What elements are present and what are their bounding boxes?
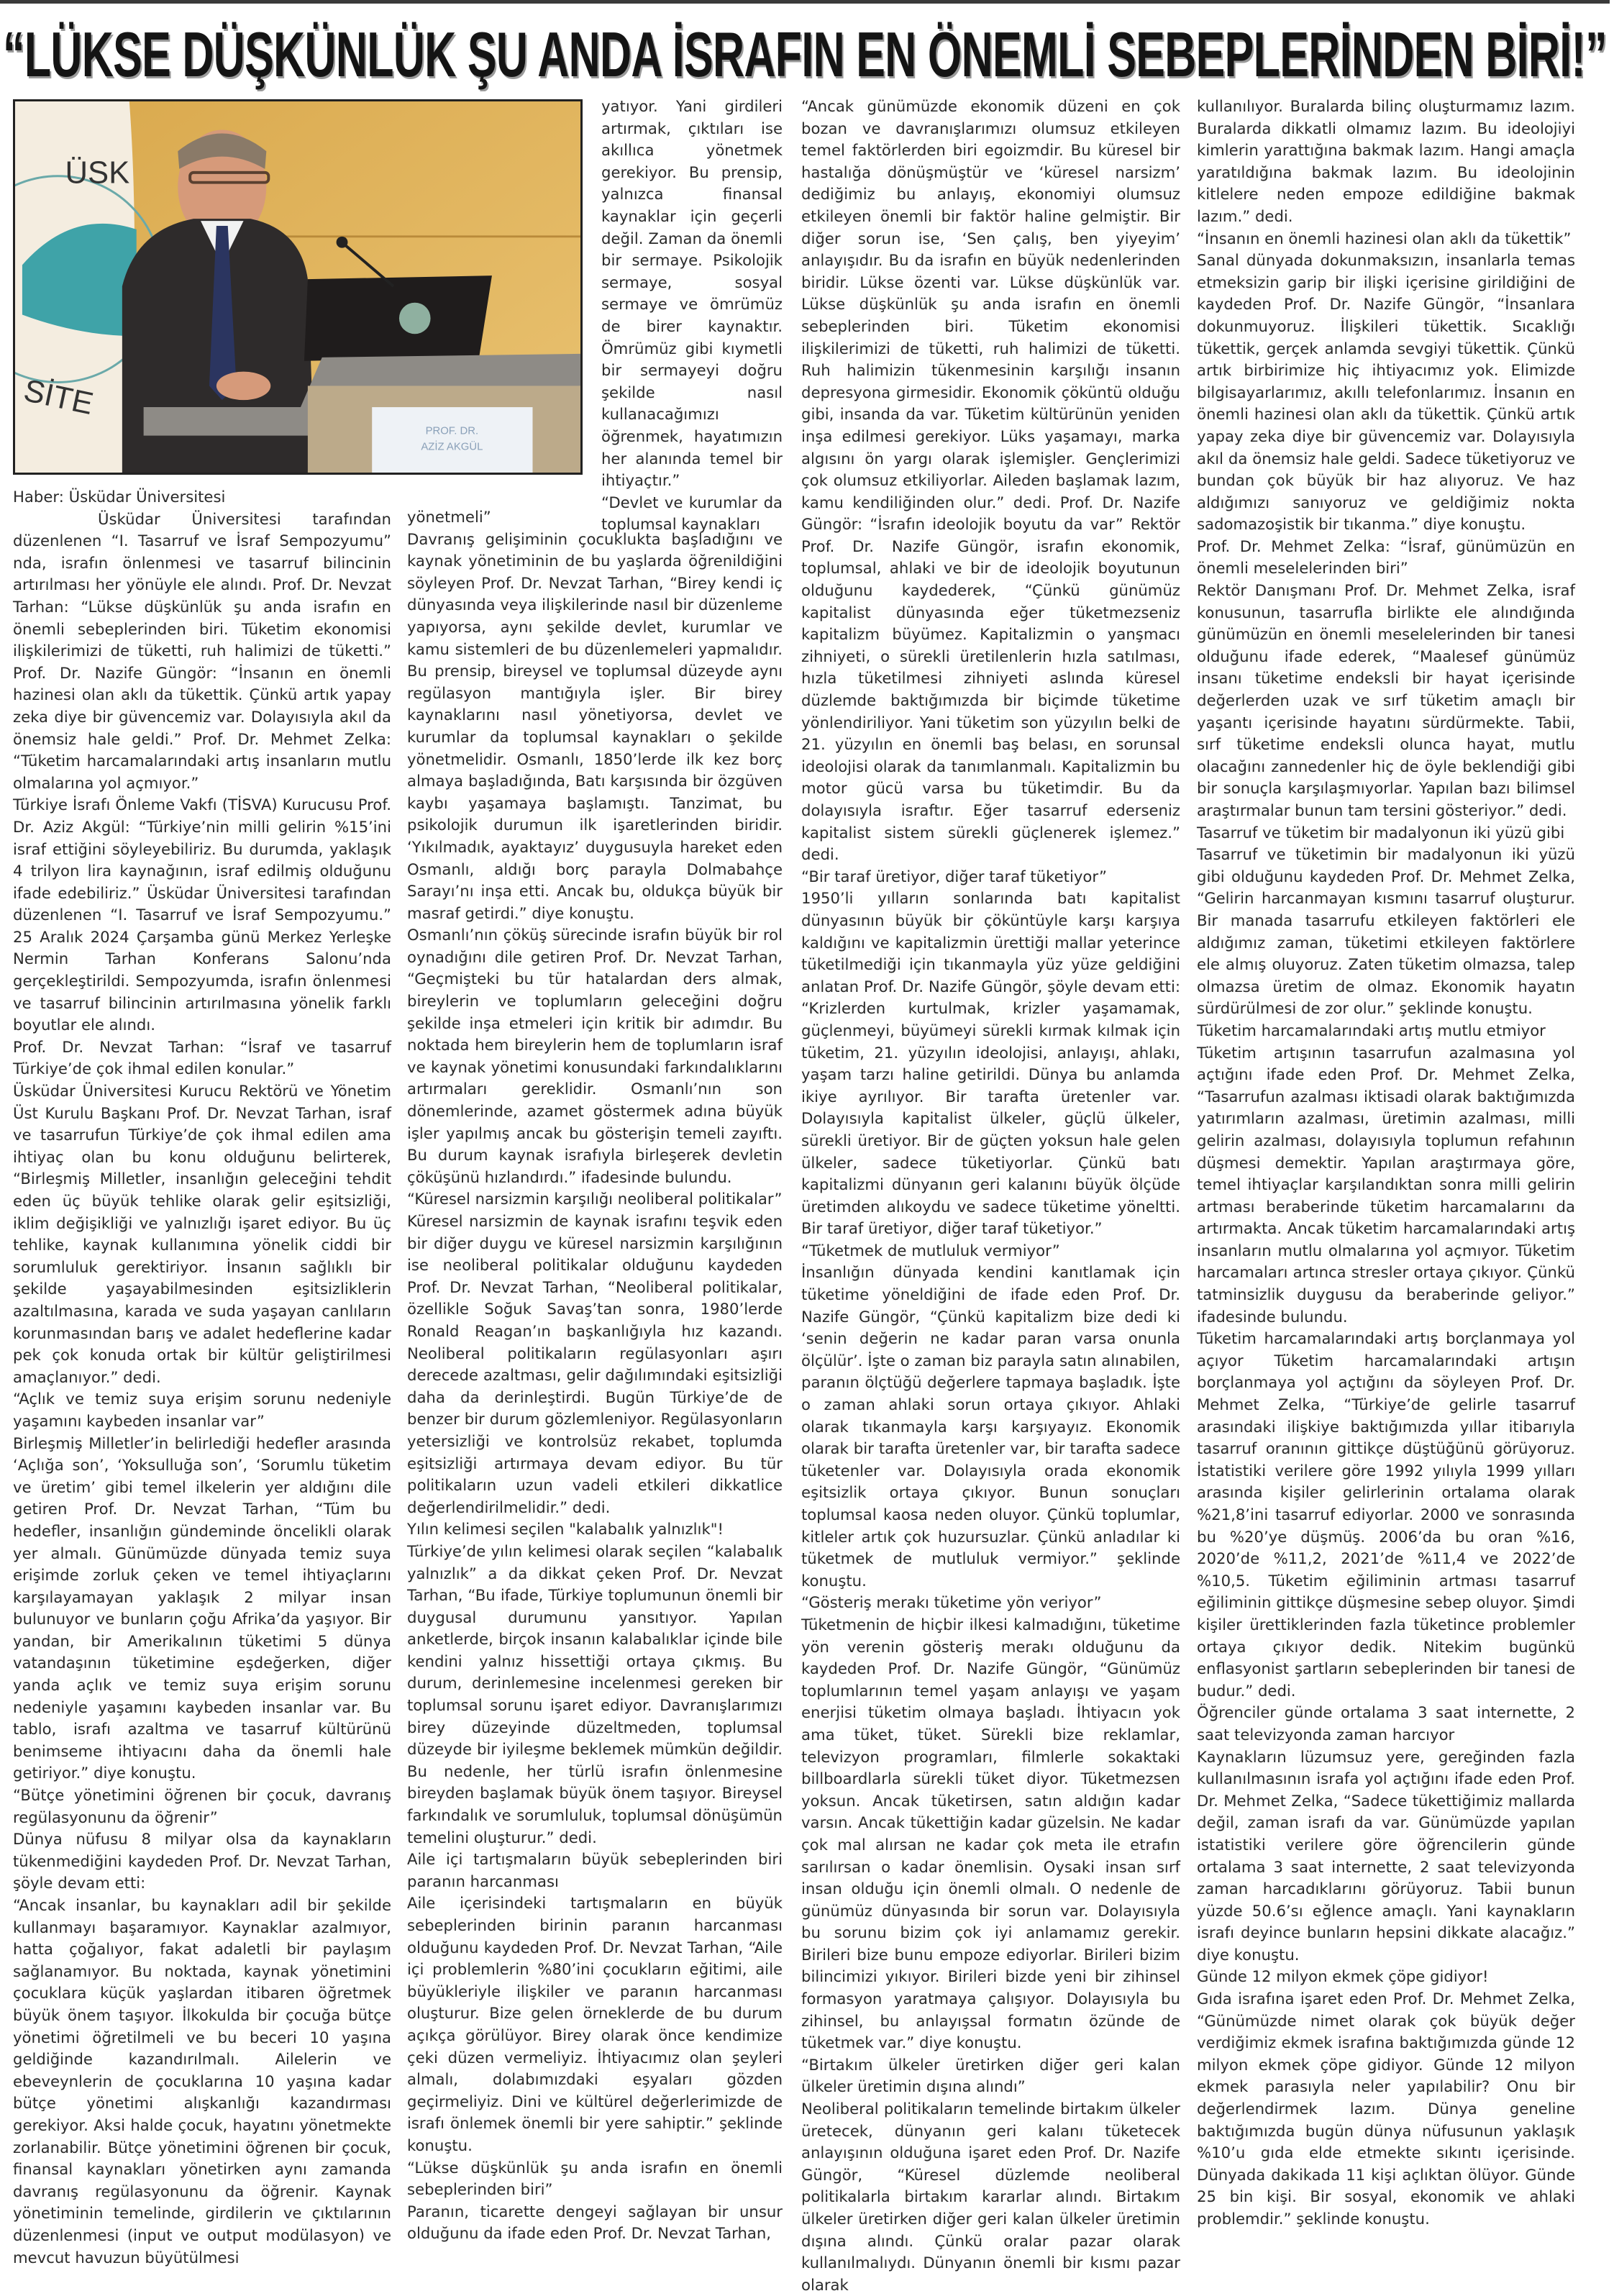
- article-photo: [13, 99, 583, 475]
- podium-text-line1: PROF. DR.: [425, 425, 479, 437]
- top-rule: [0, 0, 1610, 4]
- paragraph: 1950’li yılların sonlarında batı kapitalist dünyasının büyük bir çöküntüyle karşı karşıya kaldığını ve kapitalizmin ürettiği mallar yeterince tüketilmediği için tıkanmayla yüz yüze geldiğini anlatan Prof. Dr. Nazife Güngör, şöyle devam etti: “Krizlerden kurtulmak, krizler yaşamamak, güçlenmeyi, büyümeyi sürekli kırmak kılmak için tüketim, 21. yüzyılın ideolojisi, anlayışı, ahlakı, yaşam tarzı haline getirildi. Dünya bu anlamda ikiye ayrılıyor. Bir tarafta üretenler var. Dolayısıyla kapitalist ülkeler, güçlü ülkeler, sürekli üretiyor. Bir de güçten yoksun hale gelen ülkeler, sadece tüketiyorlar. Çünkü batı kapitalizmi dünyanın geri kalanını büyük ölçüde üretimden alıkoydu ve sadece tüketime yöneltti. Bir taraf üretiyor, diğer taraf tüketiyor.”: [801, 889, 1180, 1238]
- subheading: “Bir taraf üretiyor, diğer taraf tüketiyor”: [801, 867, 1107, 885]
- article-column-4: [1197, 96, 1575, 2231]
- paragraph: Birleşmiş Milletler’in belirlediği hedefler arasında ‘Açlığa son’, ‘Yoksulluğa son’, ‘Sorumlu tüketim ve üretim’ gibi temel ilkelerin yer aldığını dile getiren Prof. Dr. Nevzat Tarhan, “Tüm bu hedefler, insanlığın gündeminde öncelikli olarak yer almalı. Günümüzde dünyada temiz suya erişimde zorluk çeken ve temel ihtiyaçlarını karşılayamayan yaklaşık 2 milyar insan bulunuyor ve bunların çoğu Afrika’da yaşıyor. Bir yandan, bir Amerikalının tüketimi 5 dünya vatandaşının tüketimine eşdeğerken, diğer yanda açlık ve temiz suya erişim sorunu nedeniyle yaşamını kaybeden insanlar var. Bu tablo, israfı azaltma ve tasarruf kültürünü benimseme ihtiyacını daha da önemli hale getiriyor.” diye konuştu.: [13, 1434, 391, 1782]
- paragraph: Üsküdar Üniversitesi Kurucu Rektörü ve Yönetim Üst Kurulu Başkanı Prof. Dr. Nevzat Tarhan, israf ve tasarrufun Türkiye’de çok ihmal edilen ama ihtiyaç olan bu konu olduğunu belirterek, “Birleşmiş Milletler, insanlığın geleceğini tehdit eden üç büyük tehlike olarak gelir eşitsizliği, iklim değişikliği ve yalnızlığı işaret ediyor. Bu üç tehlike, kaynak kullanımına yönelik ciddi bir sorumluluk gerektiriyor. İnsanın sağlıklı bir şekilde yaşayabilmesinden eşitsizliklerin azaltılmasına, karada ve suda yaşayan canlıların korunmasından barış ve adalet hedeflerine kadar pek çok konuda ortak bir kültür geliştirilmesi amaçlanıyor.” dedi.: [13, 1082, 391, 1386]
- subheading: Tasarruf ve tüketim bir madalyonun iki yüzü gibi: [1197, 823, 1565, 842]
- subheading: “İnsanın en önemli hazinesi olan aklı da tükettik”: [1197, 229, 1572, 247]
- paragraph: Küresel narsizmin de kaynak israfını teşvik eden bir diğer duygu ve küresel narsizmin karşılığının ise neoliberal politikalar olduğunu kaydeden Prof. Dr. Nevzat Tarhan, “Neoliberal politikalar, özellikle Soğuk Savaş’tan sonra, 1980’lerde Ronald Reagan’ın başkanlığıyla hız kazandı. Neoliberal politikaların regülasyonları aşırı derecede azaltması, gelir dağılımındaki eşitsizliği daha da derinleştirdi. Bugün Türkiye’de de benzer bir durum gözlemleniyor. Regülasyonların yetersizliği ve kontrolsüz rekabet, toplumda eşitsizliği artırmaya devam ediyor. Bu tür politikaların uzun vadeli etkileri dikkatlice değerlendirilmelidir.” dedi.: [407, 1212, 783, 1516]
- paragraph: Tüketim artışının tasarrufun azalmasına yol açtığını ifade eden Prof. Dr. Mehmet Zelka, “Tasarrufun azalması iktisadi olarak baktığımızda yatırımların azalması, üretimin azalması, milli gelirin azalması, dolayısıyla toplumun refahının düşmesi demektir. Yapılan araştırmaya göre, temel ihtiyaçlar karşılandıktan sonra milli gelirin artması beraberinde tüketim harcamalarını da artırmakta. Ancak tüketim harcamalarındaki artış insanların mutlu olmalarına yol açmıyor. Tüketim harcamaları artınca stresler ortaya çıkıyor. Çünkü tatminsizlik duygusu da beraberinde geliyor.” ifadesinde bulundu.: [1197, 1043, 1575, 1326]
- subheading: “Devlet ve kurumlar da toplumsal kaynakları: [601, 493, 783, 534]
- subheading: yönetmeli”: [407, 508, 491, 526]
- subheading: Tüketim harcamalarındaki artış mutlu etmiyor: [1197, 1021, 1546, 1039]
- paragraph: Sanal dünyada dokunmaksızın, insanlarla temas etmeksizin garip bir ilişki içerisine girildiğini de kaydeden Prof. Dr. Nazife Güngör, “İnsanlara dokunmuyoruz. İlişkileri tükettik. Sıcaklığı tükettik, gerçek anlamda sevgiyi tükettik. Çünkü artık birbirimize hiç ihtiyacımız yok. Elimizde bilgisayarlarımız, akıllı telefonlarımız. İnsanın en önemli hazinesi olan aklı da tükettik. Çünkü artık yapay zeka diye bir güvencemiz var. Dolayısıyla akıl da önemsiz hale geldi. Sadece tüketiyoruz ve bundan çok büyük bir haz alıyoruz. Ve haz aldığımızı sanıyoruz ve geldiğimiz nokta sadomazoşistik bir tıkanma.” diye konuştu.: [1197, 251, 1575, 534]
- byline: Haber: Üsküdar Üniversitesi: [13, 488, 226, 506]
- article-column-2-top: [601, 96, 783, 536]
- article-column-1: [13, 486, 391, 2269]
- article-column-2: [407, 506, 783, 2245]
- subheading: “Açlık ve temiz suya erişim sorunu nedeniyle yaşamını kaybeden insanlar var”: [13, 1390, 391, 1430]
- paragraph: Davranış gelişiminin çocuklukta başladığını ve kaynak yönetiminin de bu yaşlarda öğrenildiğini söyleyen Prof. Dr. Nevzat Tarhan, “Birey kendi iç dünyasında veya ilişkilerinde nasıl bir düzenleme yapıyorsa, aynı şekilde devlet, kurumlar ve kamu sistemleri de bu düzenlemeleri yapmalıdır. Bu prensip, bireysel ve toplumsal düzeyde aynı regülasyon mantığıyla işler. Bir birey kaynaklarını nasıl yönetiyorsa, devlet ve kurumlar da toplumsal kaynakları o şekilde yönetmelidir. Osmanlı, 1850’lerde ilk kez borç almaya başladığında, Batı karşısında bir özgüven kaybı yaşamaya başlamıştı. Tanzimat, bu psikolojik durumun ilk işaretlerinden biridir. ‘Yıkılmadık, ayaktayız’ duygusuyla hareket eden Osmanlı, aldığı borç parayla Dolmabahçe Sarayı’nı inşa etti. Ancak bu, oldukça büyük bir masraf getirdi.” diye konuştu.: [407, 529, 783, 922]
- subheading: Prof. Dr. Mehmet Zelka: “İsraf, günümüzün en önemli meselelerinden biri”: [1197, 537, 1575, 578]
- subheading: Yılın kelimesi seçilen "kalabalık yalnızlık"!: [407, 1520, 724, 1539]
- flag-text-top: ÜSK: [65, 155, 130, 191]
- paragraph: Gıda israfına işaret eden Prof. Dr. Mehmet Zelka, “Günümüzde nimet olarak çok büyük değer verdiğimiz ekmek israfına baktığımızda günde 12 milyon ekmek çöpe gidiyor. Günde 12 milyon ekmek parasıyla neler yapılabilir? Onu bir değerlendirmek lazım. Dünya geneline baktığımızda bugün dünya nüfusunun yaklaşık %10’u gıda elde etmekte sıkıntı içerisinde. Dünyada dakikada 11 kişi açlıktan ölüyor. Günde 25 bin kişi. Bir sosyal, ekonomik ve ahlaki problemdir.” şeklinde konuştu.: [1197, 1990, 1575, 2228]
- paragraph: Paranın, ticarette dengeyi sağlayan bir unsur olduğunu da ifade eden Prof. Dr. Nevzat Tarhan,: [407, 2202, 783, 2243]
- paragraph: “Ancak günümüzde ekonomik düzeni en çok bozan ve davranışlarımızı olumsuz etkileyen temel faktörlerden biri egoizmdir. Bu küresel bir hastalığa dönüşmüştür ve ‘küresel narsizm’ dediğimiz bu anlayış, ekonomiyi olumsuz etkileyen önemli bir faktör haline gelmiştir. Bir diğer sorun ise, ‘Sen çalış, ben yiyeyim’ anlayışıdır. Bu da israfın en büyük nedenlerinden biridir. Lükse özenti var. Lükse düşkünlük var. Lükse düşkünlük şu anda israfın en önemli sebeplerinden biri. Tüketim ekonomisi ilişkilerimizi de tüketti, ruh halimizi de tüketti. Ruh halimizin tükenmesinin karşılığı insanın depresyona girmesidir. Ekonomik çöküntü olduğu gibi, insanda da var. Tüketim kültürünün yeniden inşa edilmesi gerekiyor. Lüks yaşamayı, marka algısını ön yargı olarak işlemişler. Gençlerimizi çok olumsuz etkiliyorlar. Aileden başlamak lazım, kamu kendiliğinden olur.” dedi. Prof. Dr. Nazife Güngör: “İsrafın ideolojik boyutu da var” Rektör Prof. Dr. Nazife Güngör, israfın ekonomik, toplumsal, ahlaki ve bir de ideolojik boyutunun olduğunu kaydederek, “Çünkü günümüz kapitalist dünyasında eğer tüketmezseniz kapitalizm büyümez. Kapitalizmin o yanşmacı zihniyeti, o sürekli üretilenlerin hızla satılması, hızla tüketilmesi zihniyeti aslında küresel düzlemde baktığımızda bir biçimde tüketime yönlendiriliyor. Yani tüketim son yüzyılın belki de 21. yüzyılın en önemli baş belası, en sorunsal ideolojisi olarak da tanımlanmalı. Kapitalizmin bu motor gücü varsa bu tüketimdir. Bu da dolayısıyla israftır. Eğer tasarruf ederseniz kapitalist sistem sürekli güçlenerek işlemez.” dedi.: [801, 97, 1180, 864]
- paragraph: Üsküdar Üniversitesi tarafından düzenlenen “I. Tasarruf ve İsraf Sempozyumu” nda, israfın önlenmesi ve tasarruf bilincinin artırılması her yönüyle ele alındı. Prof. Dr. Nevzat Tarhan: “Lükse düşkünlük şu anda israfın en önemli sebeplerinden biri. Tüketim ekonomisi ilişkilerimizi de tüketti, ruh halimizi de tüketti.” Prof. Dr. Nazife Güngör: “İnsanın en önemli hazinesi olan aklı da tükettik. Çünkü artık yapay zeka diye bir güvencemiz var. Dolayısıyla akıl da önemsiz hale geldi.” Prof. Dr. Mehmet Zelka: “Tüketim harcamalarındaki artış insanların mutlu olmalarına yol açmıyor.”: [13, 509, 391, 792]
- paragraph: Rektör Danışmanı Prof. Dr. Mehmet Zelka, israf konusunun, tasarrufla birlikte ele alındığında günümüzün en önemli meselelerinden bir tanesi olduğunu ifade ederek, “Maalesef günümüz insanı tüketime endeksli bir hayat içerisinde değerlerden uzak ve sırf tüketim amaçlı bir yaşantı içerisinde hayatını sürdürmekte. Tabii, sırf tüketime endeksli olunca hayat, mutlu olacağını zannedenler hiç de öyle beklendiği gibi bir sonuçla karşılaşmıyorlar. Yapılan bazı bilimsel araştırmalar bunun tam tersini gösteriyor.” dedi.: [1197, 581, 1575, 819]
- article-column-3: [801, 96, 1180, 2296]
- paragraph: Osmanlı’nın çöküş sürecinde israfın büyük bir rol oynadığını dile getiren Prof. Dr. Nevzat Tarhan, “Geçmişteki bu tür hatalardan ders almak, bireylerin ve toplumların geleceğini doğru şekilde inşa etmeleri için kritik bir adımdır. Bu noktada hem bireylerin hem de toplumların israf ve kaynak yönetimi konusundaki farkındalıklarını artırmaları gereklidir. Osmanlı’nın son dönemlerinde, azamet göstermek adına büyük işler yapılmış ancak bu gösterişin temeli zayıftı. Bu durum kaynak israfıyla birleşerek devletin çöküşünü hızlandırdı.” ifadesinde bulundu.: [407, 926, 783, 1186]
- subheading: Öğrenciler günde ortalama 3 saat internette, 2 saat televizyonda zaman harcıyor: [1197, 1703, 1575, 1744]
- subheading: “Birtakım ülkeler üretirken diğer geri kalan ülkeler üretimin dışına alındı”: [801, 2055, 1180, 2096]
- speaker-at-podium-photo-icon: [15, 101, 580, 473]
- paragraph: Kaynakların lüzumsuz yere, gereğinden fazla kullanılmasının israfa yol açtığını ifade eden Prof. Dr. Mehmet Zelka, “Sadece tükettiğimiz mallarda değil, zaman israfı da var. Günümüzde yapılan istatistiki verilere göre öğrencilerin günde ortalama 3 saat internette, 2 saat televizyonda zaman harcadıklarını görüyoruz. Tabii bunun yüzde 50.6’sı eğlence amaçlı. Yani kaynakların israfı deyince bunların hepsini dikkate alacağız.” diye konuştu.: [1197, 1747, 1575, 1964]
- paragraph: Neoliberal politikaların temelinde birtakım ülkeler üretecek, dünyanın geri kalanı tüketecek anlayışının olduğuna işaret eden Prof. Dr. Nazife Güngör, “Küresel düzlemde neoliberal politikalarla birtakım kararlar alındı. Birtakım ülkeler üretirken diğer geri kalan ülkeler üretimin dışına alındı. Çünkü oralar pazar olarak kullanılmalıydı. Dünyanın önemli bir kısmı pazar olarak: [801, 2100, 1180, 2294]
- subheading: “Gösteriş merakı tüketime yön veriyor”: [801, 1593, 1102, 1612]
- subheading: “Bütçe yönetimini öğrenen bir çocuk, davranış regülasyonunu da öğrenir”: [13, 1786, 391, 1826]
- article-headline: “LÜKSE DÜŞKÜNLÜK ŞU ANDA İSRAFIN EN ÖNEMLİ SEBEPLERİNDEN BİRİ!”: [3, 19, 1607, 90]
- paragraph: yatıyor. Yani girdileri artırmak, çıktıları ise akıllıca yönetmek gerekiyor. Bu prensip, yalnızca finansal kaynaklar için geçerli değil. Zaman da önemli bir sermaye. Psikolojik sermaye, sosyal sermaye ve ömrümüz de birer kaynaktır. Ömrümüz gibi kıymetli bir sermayeyi doğru şekilde nasıl kullanacağımızı öğrenmek, hayatımızın her alanında temel bir ihtiyaçtır.”: [601, 97, 783, 490]
- paragraph: Türkiye İsrafı Önleme Vakfı (TİSVA) Kurucusu Prof. Dr. Aziz Akgül: “Türkiye’nin milli gelirin %15’ini israf ettiğini söyleyebiliriz. Bu durumda, yaklaşık 4 trilyon lira kaynağının, israf edilmiş olduğunu ifade edebiliriz.” Üsküdar Üniversitesi tarafından düzenlenen “I. Tasarruf ve İsraf Sempozyumu.” 25 Aralık 2024 Çarşamba günü Merkez Yerleşke Nermin Tarhan Konferans Salonu’nda gerçekleştirildi. Sempozyumda, israfın önlenmesi ve tasarruf bilincinin artırılmasına yönelik farklı boyutlar ele alındı.: [13, 796, 391, 1034]
- paragraph: Tüketmenin de hiçbir ilkesi kalmadığını, tüketime yön verenin gösteriş merakı olduğunu da kaydeden Prof. Dr. Nazife Güngör, “Günümüz toplumlarının temel yaşam anlayışı ve yaşam enerjisi tüketim olmaya başladı. İhtiyacın yok ama tüket, tüket. Sürekli bize reklamlar, televizyon programları, filmlerle sokaktaki billboardlarla sürekli tüket diyor. Tüketmezsen yoksun. Ancak tüketirsen, satın aldığın kadar varsın. Ancak tükettiğin kadar güzelsin. Ne kadar çok mal alırsan ne kadar çok meta ile etrafın sarılırsan o kadar önemlisin. Oysaki insan sırf insan olduğu için önemli olmalı. O nedenle de günümüz dünyasında bir sorun var. Dolayısıyla bu sorunu bizim çok iyi anlamamız gerekir. Birileri bize bunu empoze ediyorlar. Birileri bizim bilincimizi yıkıyor. Birileri bizde yeni bir zihinsel formasyon yaratmaya çalışıyor. Dolayısıyla bu zihinsel, bu anlayışsal formatın özünde de tüketmek var.” diye konuştu.: [801, 1615, 1180, 2052]
- paragraph: “Ancak insanlar, bu kaynakları adil bir şekilde kullanmayı başaramıyor. Kaynaklar azalmıyor, hatta çoğalıyor, fakat adaletli bir paylaşım sağlanamıyor. Bu noktada, kaynak yönetimini çocuklara küçük yaşlardan itibaren öğretmek büyük önem taşıyor. İlkokulda bir çocuğa bütçe yönetimi öğretilmeli ve bu beceri 10 yaşına geldiğinde kazandırılmalı. Ailelerin ve ebeveynlerin de çocuklarına 10 yaşına kadar bütçe yönetimi alışkanlığı kazandırması gerekiyor. Aksi halde çocuk, hayatını yönetmekte zorlanabilir. Bütçe yönetimini öğrenen bir çocuk, finansal kaynakları yönetirken aynı zamanda davranış regülasyonunu da öğrenir. Kaynak yönetiminin temelinde, girdilerin ve çıktılarının düzenlenmesi (input ve output modülasyon) ve mevcut havuzun büyütülmesi: [13, 1896, 391, 2267]
- paragraph: İnsanlığın dünyada kendini kanıtlamak için tüketime yöneldiğini de ifade eden Prof. Dr. Nazife Güngör, “Çünkü kapitalizm bize dedi ki ‘senin değerin ne kadar paran varsa onunla ölçülür’. İşte o zaman biz parayla satın alınabilen, paranın ölçtüğü değerlere tapmaya başladık. İşte o zaman ahlaki sorun ortaya çıkıyor. Ahlaki olarak tıkanmayla karşı karşıyayız. Ekonomik olarak bir tarafta üretenler var, bir tarafta sadece tüketenler var. Dolayısıyla orada ekonomik eşitsizlik ortaya çıkıyor. Bunun sonuçları toplumsal kaosa neden oluyor. Çünkü toplumlar, kitleler artık çok huzursuzlar. Çünkü anladılar ki tüketmek de mutluluk vermiyor.” şeklinde konuştu.: [801, 1263, 1180, 1590]
- subheading: “Küresel narsizmin karşılığı neoliberal politikalar”: [407, 1190, 783, 1208]
- subheading: Günde 12 milyon ekmek çöpe gidiyor!: [1197, 1967, 1489, 1986]
- podium-text-line2: AZİZ AKGÜL: [421, 441, 483, 453]
- paragraph: Aile içerisindeki tartışmaların en büyük sebeplerinden birinin paranın harcanması olduğunu kaydeden Prof. Dr. Nevzat Tarhan, “Aile içi problemlerin %80’ini çocukların eğitimi, aile büyükleriyle ilişkiler ve paranın harcanması oluşturur. Bize gelen örneklerde de bu durum açıkça görülüyor. Birey olarak önce kendimize çeki düzen vermeliyiz. İhtiyacımız olan şeyleri almalı, dolabımızdaki eşyaları gözden geçirmeliyiz. Dini ve kültürel değerlerimizde de israfı önlemek önemli bir yere sahiptir.” şeklinde konuştu.: [407, 1894, 783, 2154]
- flag-text-bottom: SİTE: [20, 373, 96, 422]
- paragraph: Türkiye’de yılın kelimesi olarak seçilen “kalabalık yalnızlık” a da dikkat çeken Prof. Dr. Nevzat Tarhan, “Bu ifade, Türkiye toplumunun önemli bir duygusal durumunu yansıtıyor. Yapılan anketlerde, birçok insanın kalabalıklar içinde bile kendini yalnız hissettiği ortaya çıkmış. Bu durum, derinlemesine incelenmesi gereken bir toplumsal sorunu işaret ediyor. Davranışlarımızı birey düzeyinde düzeltmeden, toplumsal düzeyde bir iyileşme beklemek mümkün değildir. Bu nedenle, her türlü israfın önlenmesine bireyden başlamak büyük önem taşıyor. Bireysel farkındalık ve sorumluluk, toplumsal dönüşümün temelini oluşturur.” dedi.: [407, 1541, 783, 1846]
- subheading: Prof. Dr. Nevzat Tarhan: “İsraf ve tasarruf Türkiye’de çok ihmal edilen konular.”: [13, 1037, 391, 1078]
- subheading: “Lükse düşkünlük şu anda israfın en önemli sebeplerinden biri”: [407, 2158, 783, 2199]
- paragraph: Tüketim harcamalarındaki artış borçlanmaya yol açıyor Tüketim harcamalarındaki artışın borçlanmaya yol açtığını da söyleyen Prof. Dr. Mehmet Zelka, “Türkiye’de gelirle tasarruf arasındaki ilişkiye baktığımızda yıllar itibarıyla tasarruf oranının gittikçe düştüğünü görüyoruz. İstatistiki verilere göre 1992 yılıyla 1999 yılları arasında kişiler gelirlerinin ortalama olarak %21,8’ini tasarruf ediyorlar. 2000 ve sonrasında bu %20’ye düşmüş. 2006’da bu oran %16, 2020’de %11,2, 2021’de %11,4 ve 2022’de %10,5. Tüketim eğiliminin artması tasarruf eğiliminin gittikçe düşmesine sebep oluyor. Şimdi kişiler ürettiklerinden fazla tüketince problemler ortaya çıkıyor dedik. Nitekim bugünkü enflasyonist şartların sebeplerinden bir tanesi de budur.” dedi.: [1197, 1329, 1575, 1700]
- paragraph: kullanılıyor. Buralarda bilinç oluşturmamız lazım. Buralarda dikkatli olmamız lazım. Bu ideolojiyi kimlerin yarattığına bakmak lazım. Hangi amaçla yaratıldığına bakmak lazım. Bu ideolojinin kitlelere neden empoze edildiğine bakmak lazım.” dedi.: [1197, 97, 1575, 225]
- subheading: “Tüketmek de mutluluk vermiyor”: [801, 1241, 1060, 1259]
- subheading: Aile içi tartışmaların büyük sebeplerinden biri paranın harcanması: [407, 1850, 783, 1890]
- paragraph: Tasarruf ve tüketimin bir madalyonun iki yüzü gibi olduğunu kaydeden Prof. Dr. Mehmet Zelka, “Gelirin harcanmayan kısmını tasarruf oluşturur. Bir manada tasarrufu etkileyen faktörleri ele aldığımız zaman, tüketimi etkileyen faktörlere ele almış oluyoruz. Zaten tüketim olmazsa, talep olmazsa üretim de olmaz. Ekonomik hayatın sürdürülmesi de zor olur.” şeklinde konuştu.: [1197, 845, 1575, 1018]
- paragraph: Dünya nüfusu 8 milyar olsa da kaynakların tükenmediğini kaydeden Prof. Dr. Nevzat Tarhan, şöyle devam etti:: [13, 1830, 391, 1892]
